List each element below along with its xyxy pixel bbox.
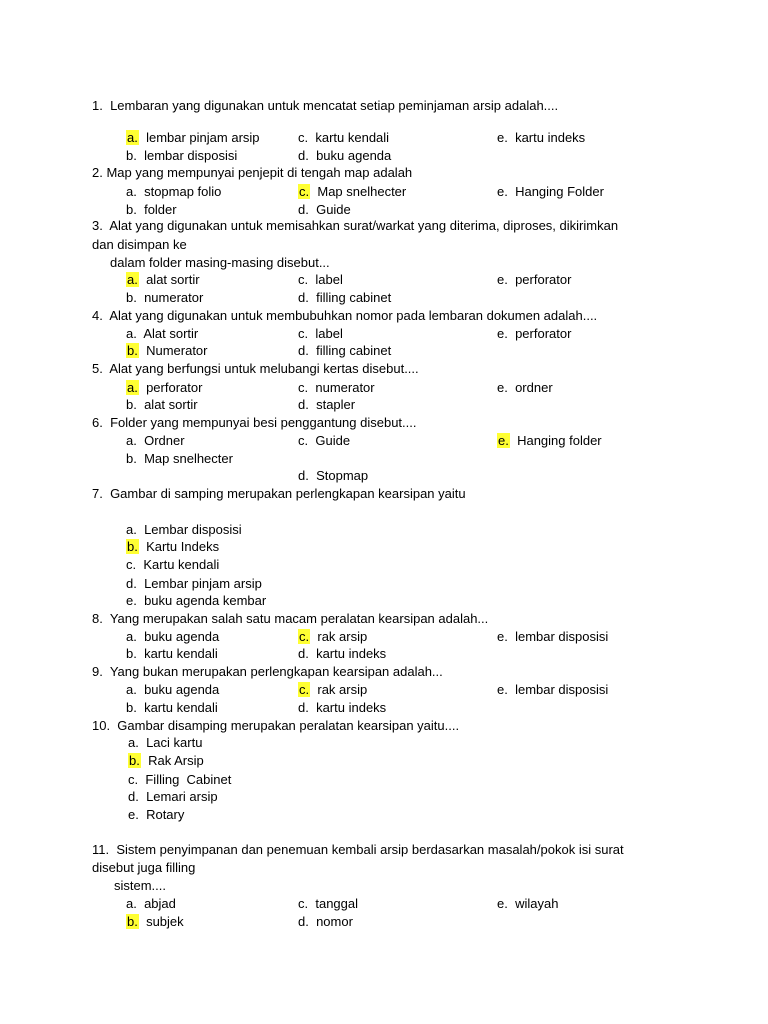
question-text: sistem....	[114, 878, 167, 893]
answer-option	[126, 147, 237, 164]
answer-option	[128, 752, 204, 769]
option-letter: a.	[126, 184, 137, 199]
option-letter: e.	[497, 326, 508, 341]
option-letter: e.	[497, 130, 508, 145]
option-text: stapler	[316, 397, 356, 412]
option-text: Stopmap	[316, 468, 369, 483]
answer-option	[497, 432, 602, 449]
option-text: Lembar pinjam arsip	[144, 576, 262, 591]
answer-option	[497, 129, 585, 146]
answer-option	[126, 556, 219, 573]
answer-option	[126, 450, 233, 467]
option-text: Rak Arsip	[148, 753, 204, 768]
option-text: Hanging folder	[517, 433, 602, 448]
option-text: alat sortir	[146, 272, 200, 287]
option-text: Guide	[316, 202, 351, 217]
option-text: nomor	[316, 914, 353, 929]
option-letter: d.	[298, 202, 309, 217]
option-text: perforator	[515, 326, 572, 341]
option-text: Hanging Folder	[515, 184, 604, 199]
question-text: 3. Alat yang digunakan untuk memisahkan surat/warkat yang diterima, diproses, dikirimkan	[92, 218, 619, 233]
option-text: Map snelhecter	[317, 184, 407, 199]
option-letter: d.	[298, 290, 309, 305]
answer-option	[126, 895, 176, 912]
option-text: perforator	[146, 380, 203, 395]
option-letter: a.	[127, 272, 138, 287]
answer-option	[298, 628, 367, 645]
answer-option	[126, 913, 184, 930]
question-text: 8. Yang merupakan salah satu macam peralatan kearsipan adalah...	[92, 611, 489, 626]
option-letter: c.	[298, 272, 309, 287]
option-letter: c.	[126, 557, 137, 572]
option-letter: c.	[298, 433, 309, 448]
answer-option	[126, 592, 266, 609]
answer-option	[497, 379, 553, 396]
answer-option	[128, 806, 184, 823]
option-text: wilayah	[515, 896, 559, 911]
question-text: dan disimpan ke	[92, 237, 187, 252]
option-text: rak arsip	[317, 629, 368, 644]
option-letter: b.	[127, 914, 138, 929]
option-text: buku agenda	[144, 682, 220, 697]
option-text: kartu indeks	[515, 130, 586, 145]
answer-option	[298, 681, 367, 698]
answer-option	[298, 379, 375, 396]
option-text: kartu indeks	[316, 700, 387, 715]
answer-option	[298, 325, 343, 342]
answer-option	[126, 538, 219, 555]
answer-option	[298, 183, 406, 200]
option-text: Filling Cabinet	[145, 772, 232, 787]
option-text: tanggal	[315, 896, 359, 911]
answer-option	[298, 467, 368, 484]
answer-option	[298, 699, 386, 716]
answer-option	[497, 271, 571, 288]
option-text: Kartu kendali	[143, 557, 220, 572]
answer-option	[126, 699, 218, 716]
option-letter: a.	[127, 130, 138, 145]
option-letter: b.	[126, 397, 137, 412]
option-letter: a.	[126, 433, 137, 448]
option-letter: d.	[128, 789, 139, 804]
answer-option	[128, 734, 202, 751]
answer-option	[126, 379, 202, 396]
answer-option	[126, 183, 221, 200]
question-text: 2. Map yang mempunyai penjepit di tengah map adalah	[92, 165, 413, 180]
option-text: buku agenda	[144, 629, 220, 644]
answer-option	[298, 201, 351, 218]
option-text: Guide	[315, 433, 351, 448]
option-letter: c.	[299, 184, 310, 199]
question-text: dalam folder masing-masing disebut...	[110, 255, 330, 270]
option-letter: d.	[298, 646, 309, 661]
answer-option	[126, 342, 208, 359]
option-text: stopmap folio	[144, 184, 222, 199]
option-letter: c.	[298, 380, 309, 395]
option-text: filling cabinet	[316, 290, 392, 305]
question-text: 5. Alat yang berfungsi untuk melubangi kertas disebut....	[92, 361, 419, 376]
option-text: Map snelhecter	[144, 451, 233, 466]
option-text: ordner	[515, 380, 553, 395]
answer-option	[298, 913, 353, 930]
option-text: lembar disposisi	[515, 682, 609, 697]
question-text: 6. Folder yang mempunyai besi penggantung disebut....	[92, 415, 417, 430]
answer-option	[298, 342, 391, 359]
answer-option	[298, 129, 389, 146]
option-letter: b.	[127, 539, 138, 554]
option-text: subjek	[146, 914, 184, 929]
option-text: Numerator	[146, 343, 208, 358]
answer-option	[126, 201, 177, 218]
option-text: kartu kendali	[144, 646, 218, 661]
option-letter: c.	[298, 896, 309, 911]
option-letter: a.	[128, 735, 139, 750]
answer-option	[298, 289, 391, 306]
answer-option	[497, 183, 604, 200]
option-letter: b.	[126, 646, 137, 661]
answer-option	[128, 788, 218, 805]
option-letter: b.	[127, 343, 138, 358]
option-text: label	[315, 272, 343, 287]
answer-option	[128, 771, 231, 788]
option-letter: d.	[298, 343, 309, 358]
answer-option	[497, 895, 558, 912]
answer-option	[126, 645, 218, 662]
option-letter: e.	[128, 807, 139, 822]
option-text: kartu indeks	[316, 646, 387, 661]
option-letter: d.	[298, 914, 309, 929]
option-text: Rotary	[146, 807, 185, 822]
option-text: Ordner	[144, 433, 185, 448]
option-text: Kartu Indeks	[146, 539, 220, 554]
option-letter: b.	[129, 753, 140, 768]
option-text: lembar disposisi	[144, 148, 238, 163]
option-letter: e.	[497, 896, 508, 911]
question-text: 1. Lembaran yang digunakan untuk mencatat setiap peminjaman arsip adalah....	[92, 98, 559, 113]
answer-option	[126, 432, 185, 449]
answer-option	[126, 628, 219, 645]
answer-option	[126, 325, 198, 342]
option-letter: d.	[298, 148, 309, 163]
option-letter: b.	[126, 290, 137, 305]
question-text: 11. Sistem penyimpanan dan penemuan kembali arsip berdasarkan masalah/pokok isi surat	[92, 842, 624, 857]
option-letter: d.	[298, 397, 309, 412]
option-letter: a.	[126, 629, 137, 644]
option-text: kartu kendali	[144, 700, 218, 715]
option-letter: a.	[126, 326, 137, 341]
option-letter: b.	[126, 148, 137, 163]
option-text: Lemari arsip	[146, 789, 218, 804]
option-letter: b.	[126, 202, 137, 217]
answer-option	[126, 575, 262, 592]
option-letter: d.	[298, 700, 309, 715]
option-letter: a.	[126, 682, 137, 697]
option-letter: a.	[126, 896, 137, 911]
answer-option	[497, 325, 571, 342]
option-letter: b.	[126, 451, 137, 466]
option-text: Alat sortir	[143, 326, 199, 341]
answer-option	[126, 521, 242, 538]
option-text: rak arsip	[317, 682, 368, 697]
option-letter: e.	[497, 629, 508, 644]
option-text: buku agenda kembar	[144, 593, 267, 608]
question-text: 4. Alat yang digunakan untuk membubuhkan nomor pada lembaran dokumen adalah....	[92, 308, 598, 323]
answer-option	[126, 271, 200, 288]
answer-option	[298, 396, 355, 413]
option-letter: c.	[128, 772, 139, 787]
answer-option	[497, 628, 608, 645]
option-letter: e.	[497, 380, 508, 395]
option-text: label	[315, 326, 343, 341]
answer-option	[298, 645, 386, 662]
question-text: 7. Gambar di samping merupakan perlengkapan kearsipan yaitu	[92, 486, 466, 501]
answer-option	[298, 271, 343, 288]
answer-option	[298, 147, 391, 164]
option-letter: a.	[126, 522, 137, 537]
option-letter: e.	[126, 593, 137, 608]
option-letter: c.	[298, 326, 309, 341]
question-text: 9. Yang bukan merupakan perlengkapan kearsipan adalah...	[92, 664, 443, 679]
option-text: Laci kartu	[146, 735, 203, 750]
option-letter: e.	[497, 272, 508, 287]
option-letter: e.	[498, 433, 509, 448]
option-letter: b.	[126, 700, 137, 715]
option-text: numerator	[144, 290, 204, 305]
option-letter: a.	[127, 380, 138, 395]
option-letter: d.	[126, 576, 137, 591]
option-letter: e.	[497, 184, 508, 199]
option-text: folder	[144, 202, 177, 217]
answer-option	[126, 129, 260, 146]
option-text: abjad	[144, 896, 176, 911]
option-text: kartu kendali	[315, 130, 390, 145]
answer-option	[298, 895, 358, 912]
option-text: buku agenda	[316, 148, 392, 163]
option-text: alat sortir	[144, 397, 198, 412]
option-letter: d.	[298, 468, 309, 483]
question-text: 10. Gambar disamping merupakan peralatan kearsipan yaitu....	[92, 718, 460, 733]
option-text: numerator	[315, 380, 375, 395]
option-letter: e.	[497, 682, 508, 697]
option-text: filling cabinet	[316, 343, 392, 358]
answer-option	[497, 681, 608, 698]
question-text: disebut juga filling	[92, 860, 196, 875]
answer-option	[126, 396, 198, 413]
answer-option	[126, 681, 219, 698]
option-text: perforator	[515, 272, 572, 287]
option-letter: c.	[299, 629, 310, 644]
option-text: lembar disposisi	[515, 629, 609, 644]
answer-option	[126, 289, 203, 306]
option-text: Lembar disposisi	[144, 522, 242, 537]
option-text: lembar pinjam arsip	[146, 130, 260, 145]
option-letter: c.	[299, 682, 310, 697]
option-letter: c.	[298, 130, 309, 145]
answer-option	[298, 432, 350, 449]
